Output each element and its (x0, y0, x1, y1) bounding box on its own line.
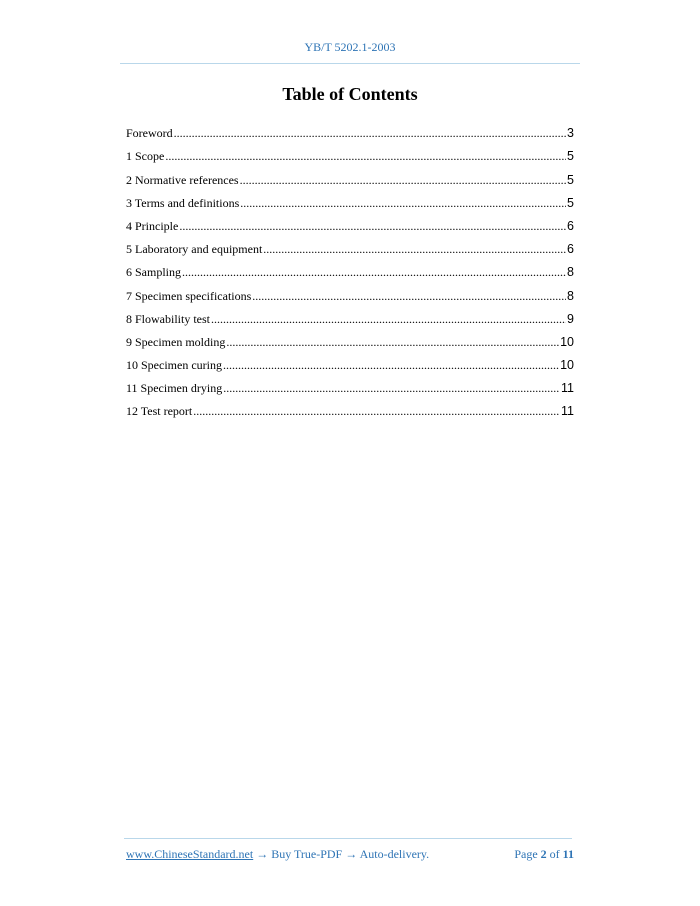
toc-entry-text: 8 Flowability test (126, 311, 210, 326)
toc-dot-leader (226, 335, 559, 349)
toc-dot-leader (165, 149, 566, 163)
toc-entry-specimen-molding[interactable] (126, 326, 574, 349)
toc-dot-leader (223, 358, 559, 372)
toc-entry-principle[interactable] (126, 210, 574, 233)
toc-entry-page: 10 (560, 334, 574, 349)
toc-title: Table of Contents (282, 84, 418, 104)
arrow-right-icon: → (256, 847, 269, 861)
footer-divider (124, 838, 572, 839)
toc-entry-page: 10 (560, 358, 574, 373)
toc-entry-specimen-curing[interactable] (126, 349, 574, 372)
toc-entry-page: 8 (567, 288, 574, 303)
toc-entry-text: 9 Specimen molding (126, 334, 226, 349)
toc-dot-leader (179, 219, 566, 233)
toc-entry-text: 4 Principle (126, 218, 179, 233)
toc-list (126, 117, 574, 418)
toc-entry-text: 11 Specimen drying (126, 381, 223, 396)
page-of-label: of (549, 847, 560, 861)
toc-entry-flowability-test[interactable] (126, 303, 574, 326)
toc-entry-page: 6 (567, 218, 574, 233)
footer-page-number (514, 847, 574, 862)
toc-dot-leader (182, 265, 566, 279)
footer-delivery-text: Auto-delivery. (359, 847, 430, 861)
toc-dot-leader (240, 196, 566, 210)
toc-dot-leader (211, 312, 566, 326)
toc-entry-specimen-specifications[interactable] (126, 279, 574, 302)
toc-entry-text: 1 Scope (126, 149, 165, 164)
toc-entry-page: 5 (567, 172, 574, 187)
page-current: 2 (540, 847, 547, 861)
header-divider (120, 63, 580, 64)
toc-entry-page: 11 (561, 404, 574, 419)
footer-buy-text: Buy True-PDF (271, 847, 343, 861)
toc-entry-foreword[interactable] (126, 117, 574, 140)
footer-site-link[interactable]: www.ChineseStandard.net (126, 847, 254, 861)
toc-dot-leader (174, 126, 566, 140)
toc-entry-page: 9 (567, 311, 574, 326)
toc-entry-page: 5 (567, 195, 574, 210)
toc-entry-scope[interactable] (126, 140, 574, 163)
toc-entry-specimen-drying[interactable] (126, 372, 574, 395)
toc-entry-text: 12 Test report (126, 404, 193, 419)
footer-promo (126, 847, 429, 862)
toc-entry-text: 7 Specimen specifications (126, 288, 252, 303)
toc-dot-leader (193, 404, 560, 418)
toc-entry-normative-references[interactable] (126, 163, 574, 186)
toc-entry-laboratory-and-equipment[interactable] (126, 233, 574, 256)
toc-dot-leader (240, 173, 566, 187)
toc-dot-leader (252, 289, 566, 303)
toc-entry-test-report[interactable] (126, 395, 574, 418)
toc-entry-text: 3 Terms and definitions (126, 195, 240, 210)
toc-entry-page: 5 (567, 149, 574, 164)
arrow-right-icon: → (345, 847, 358, 861)
toc-entry-page: 8 (567, 265, 574, 280)
page-label: Page (514, 847, 538, 861)
header-standard-code: YB/T 5202.1-2003 (304, 40, 396, 54)
toc-dot-leader (223, 381, 560, 395)
toc-entry-page: 11 (561, 381, 574, 396)
toc-entry-terms-and-definitions[interactable] (126, 187, 574, 210)
toc-entry-page: 3 (567, 126, 574, 141)
toc-dot-leader (263, 242, 566, 256)
toc-entry-text: 2 Normative references (126, 172, 239, 187)
toc-entry-text: Foreword (126, 126, 173, 141)
toc-entry-page: 6 (567, 242, 574, 257)
toc-entry-text: 10 Specimen curing (126, 358, 222, 373)
page-total: 11 (562, 847, 574, 861)
toc-entry-text: 5 Laboratory and equipment (126, 242, 263, 257)
toc-entry-sampling[interactable] (126, 256, 574, 279)
toc-entry-text: 6 Sampling (126, 265, 182, 280)
